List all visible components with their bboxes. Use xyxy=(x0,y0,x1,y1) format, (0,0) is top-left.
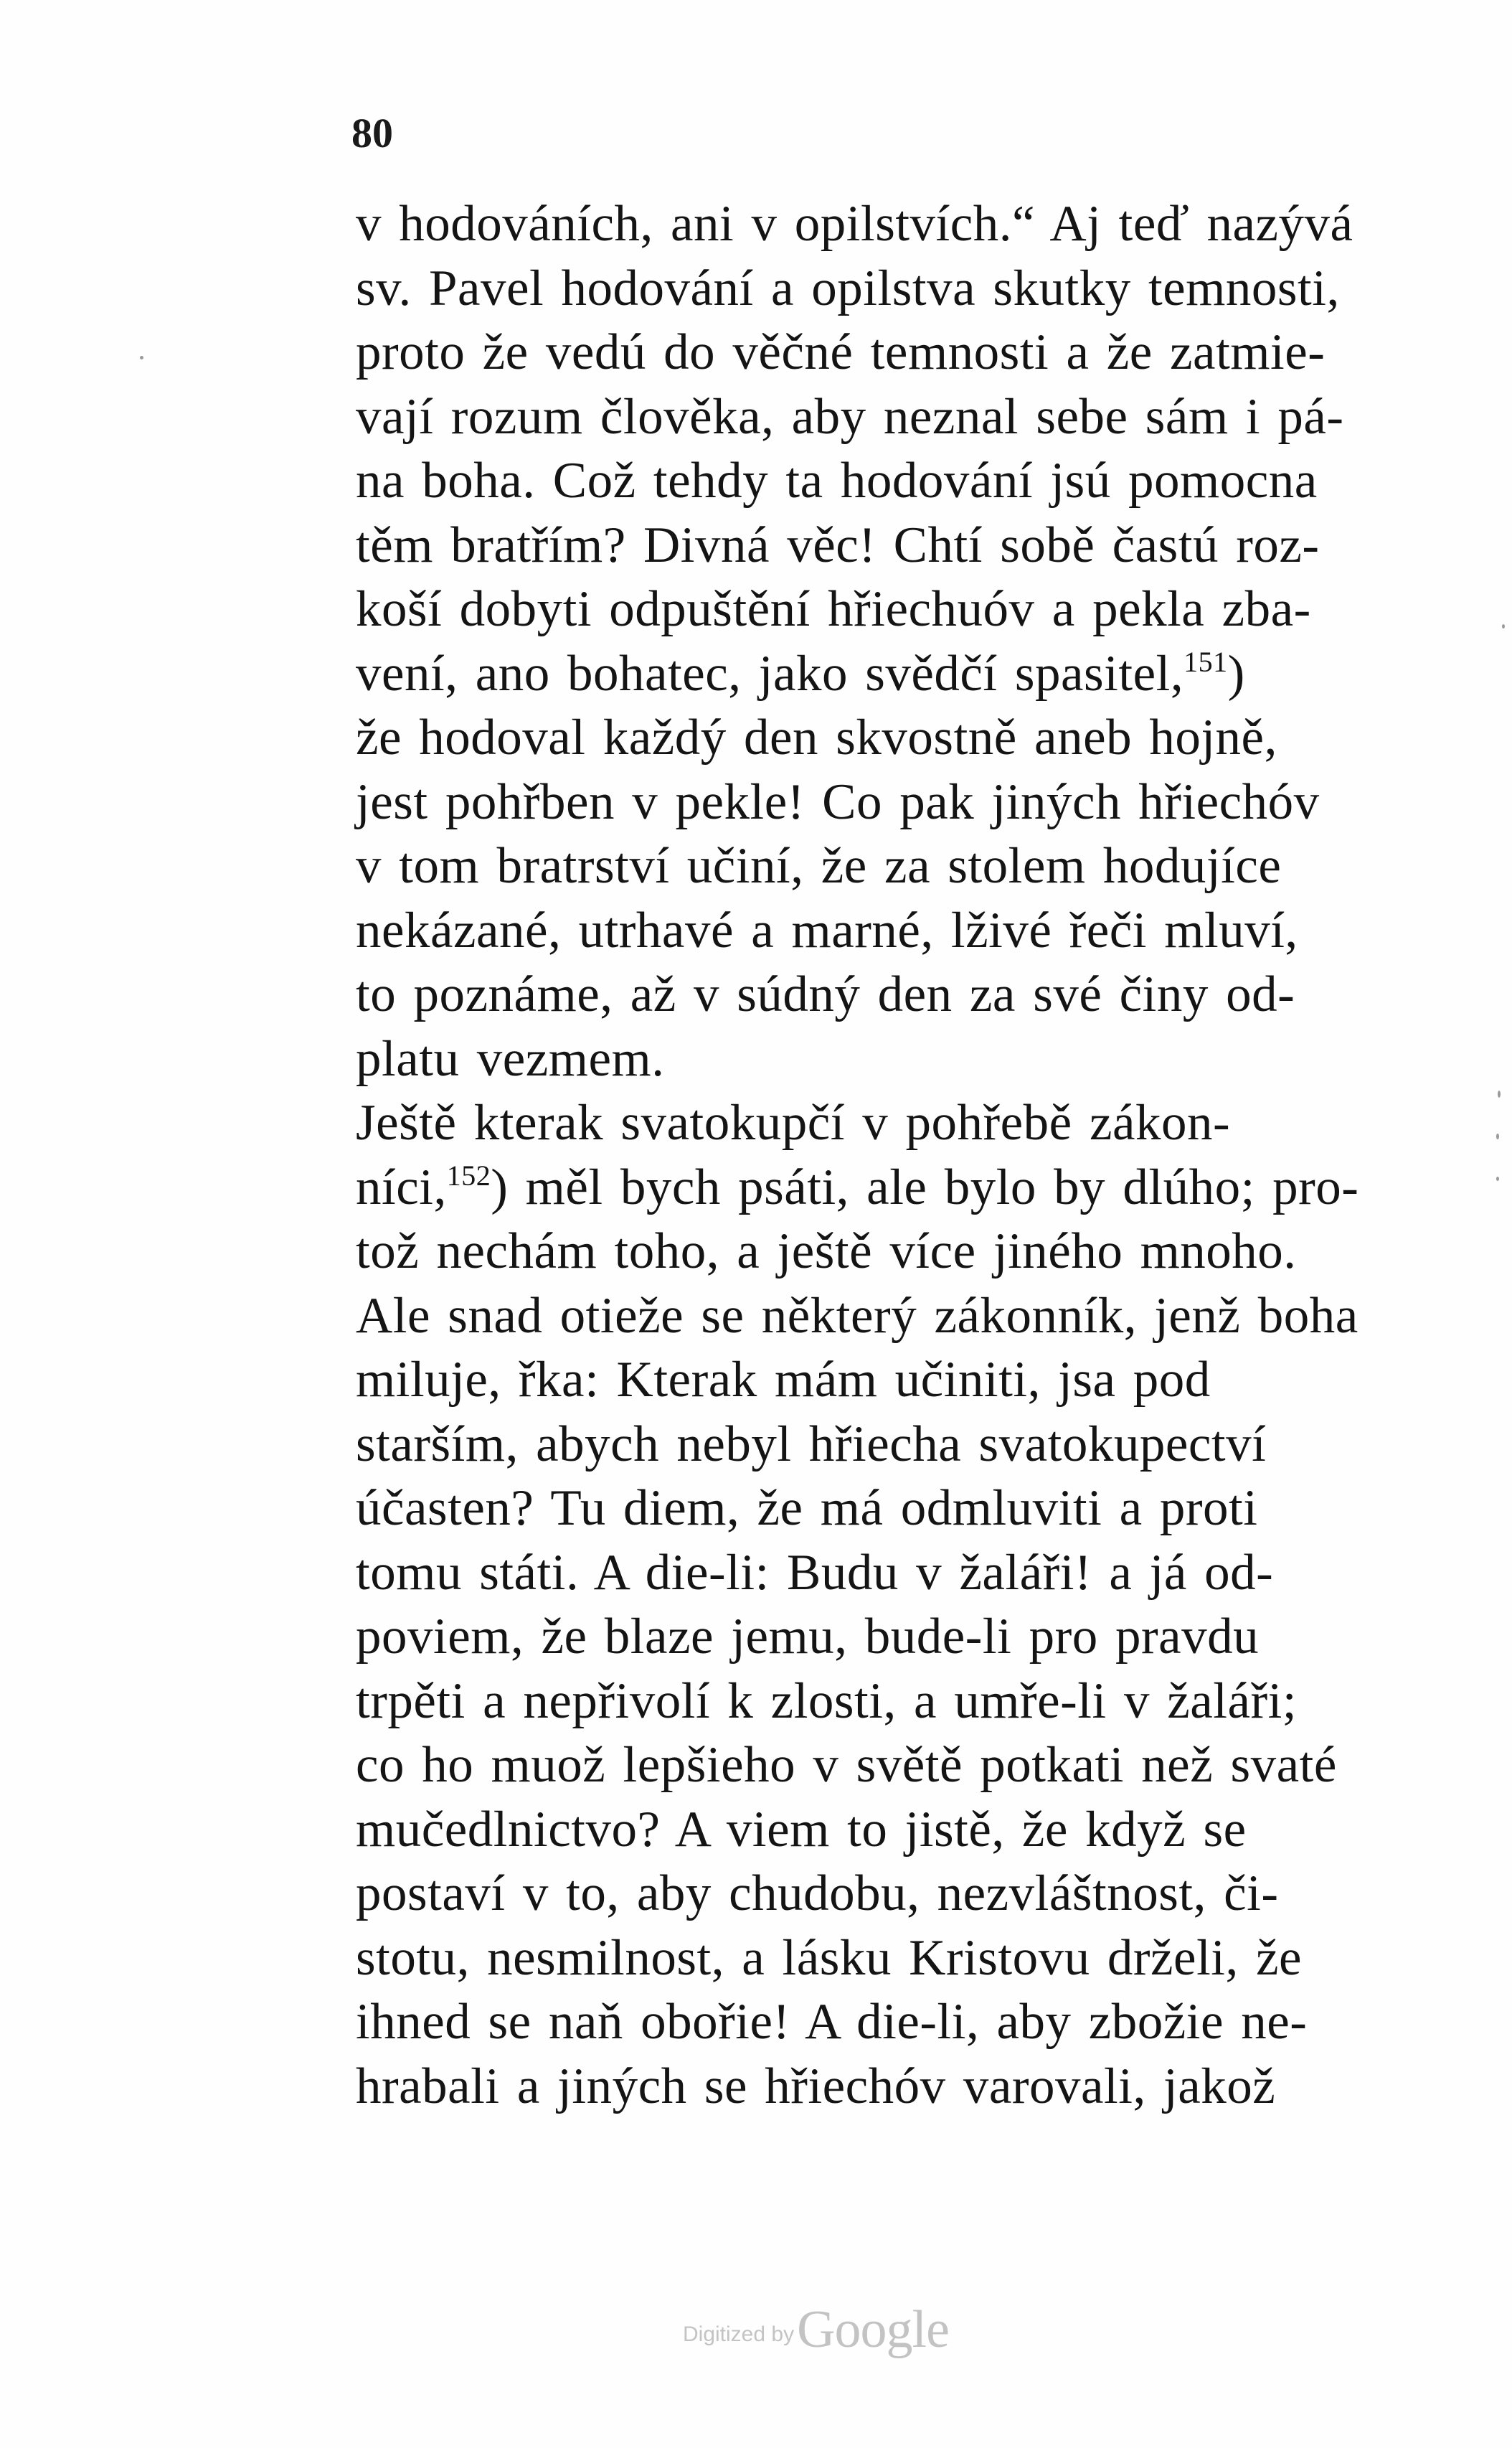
text-line: platu vezmem. xyxy=(356,1030,665,1087)
scan-speck xyxy=(1498,1091,1501,1098)
text-segment: ) měl bych psáti, ale bylo by dlúho; pro- xyxy=(491,1159,1359,1215)
text-line: na boha. Což tehdy ta hodování jsú pomocna xyxy=(356,453,1318,509)
footnote-ref-151: 151 xyxy=(1183,645,1228,678)
text-line: v tom bratrství učiní, že za stolem hodujíce xyxy=(356,838,1282,894)
text-line: mučedlnictvo? A viem to jistě, že když se xyxy=(356,1801,1247,1858)
text-line-with-footnote xyxy=(356,642,1489,707)
text-line: proto že vedú do věčné temnosti a že zatmie- xyxy=(356,324,1326,380)
scan-speck xyxy=(1496,1177,1499,1181)
text-segment: vení, ano bohatec, jako svědčí spasitel, xyxy=(356,645,1184,702)
text-line: co ho muož lepšieho v světě potkati než svaté xyxy=(356,1737,1337,1793)
text-line: nekázané, utrhavé a marné, lživé řeči mluví, xyxy=(356,902,1298,959)
text-line: účasten? Tu diem, že má odmluviti a proti xyxy=(356,1480,1258,1536)
text-line: miluje, řka: Kterak mám učiniti, jsa pod xyxy=(356,1352,1211,1408)
text-line: v hodováních, ani v opilstvích.“ Aj teď nazývá xyxy=(356,196,1353,252)
body-text xyxy=(356,192,1489,2119)
page-number: 80 xyxy=(351,110,393,156)
scan-speck xyxy=(1496,1134,1499,1139)
text-line: trpěti a nepřivolí k zlosti, a umře-li v žaláři; xyxy=(356,1672,1298,1729)
text-line: Ale snad otieže se některý zákonník, jenž boha xyxy=(356,1287,1359,1344)
text-line: poviem, že blaze jemu, bude-li pro pravdu xyxy=(356,1609,1260,1665)
text-line: stotu, nesmilnost, a lásku Kristovu drželi, že xyxy=(356,1929,1303,1986)
scan-speck xyxy=(1502,624,1505,629)
text-line: tož nechám toho, a ještě více jiného mnoho. xyxy=(356,1223,1297,1279)
text-line: hrabali a jiných se hřiechóv varovali, jakož xyxy=(356,2058,1276,2114)
digitized-watermark xyxy=(683,2299,998,2364)
text-line-with-footnote xyxy=(356,1156,1489,1220)
text-line: tomu státi. A die-li: Budu v žaláři! a já od- xyxy=(356,1544,1274,1601)
text-line: sv. Pavel hodování a opilstva skutky temnosti, xyxy=(356,260,1340,316)
text-line: postaví v to, aby chudobu, nezvláštnost, či- xyxy=(356,1865,1279,1921)
text-line: ihned se naň obořie! A die-li, aby zbožie ne- xyxy=(356,1994,1308,2050)
footnote-ref-152: 152 xyxy=(446,1159,491,1192)
text-line: že hodoval každý den skvostně aneb hojně, xyxy=(356,710,1277,766)
text-line: vají rozum člověka, aby neznal sebe sám i pá- xyxy=(356,388,1344,445)
text-line: starším, abych nebyl hřiecha svatokupectví xyxy=(356,1416,1267,1472)
text-line: jest pohřben v pekle! Co pak jiných hřiechóv xyxy=(356,773,1320,830)
watermark-prefix: Digitized by xyxy=(683,2322,795,2346)
scan-speck xyxy=(140,356,143,359)
text-line: těm bratřím? Divná věc! Chtí sobě častú roz- xyxy=(356,517,1320,573)
text-segment: ) xyxy=(1227,645,1245,702)
text-line: to poznáme, až v súdný den za své činy od- xyxy=(356,966,1295,1022)
text-segment: níci, xyxy=(356,1159,447,1215)
text-line: Ještě kterak svatokupčí v pohřebě zákon- xyxy=(356,1095,1231,1151)
watermark-logo: Google xyxy=(797,2300,949,2359)
text-line: koší dobyti odpuštění hřiechuóv a pekla zba- xyxy=(356,581,1311,637)
